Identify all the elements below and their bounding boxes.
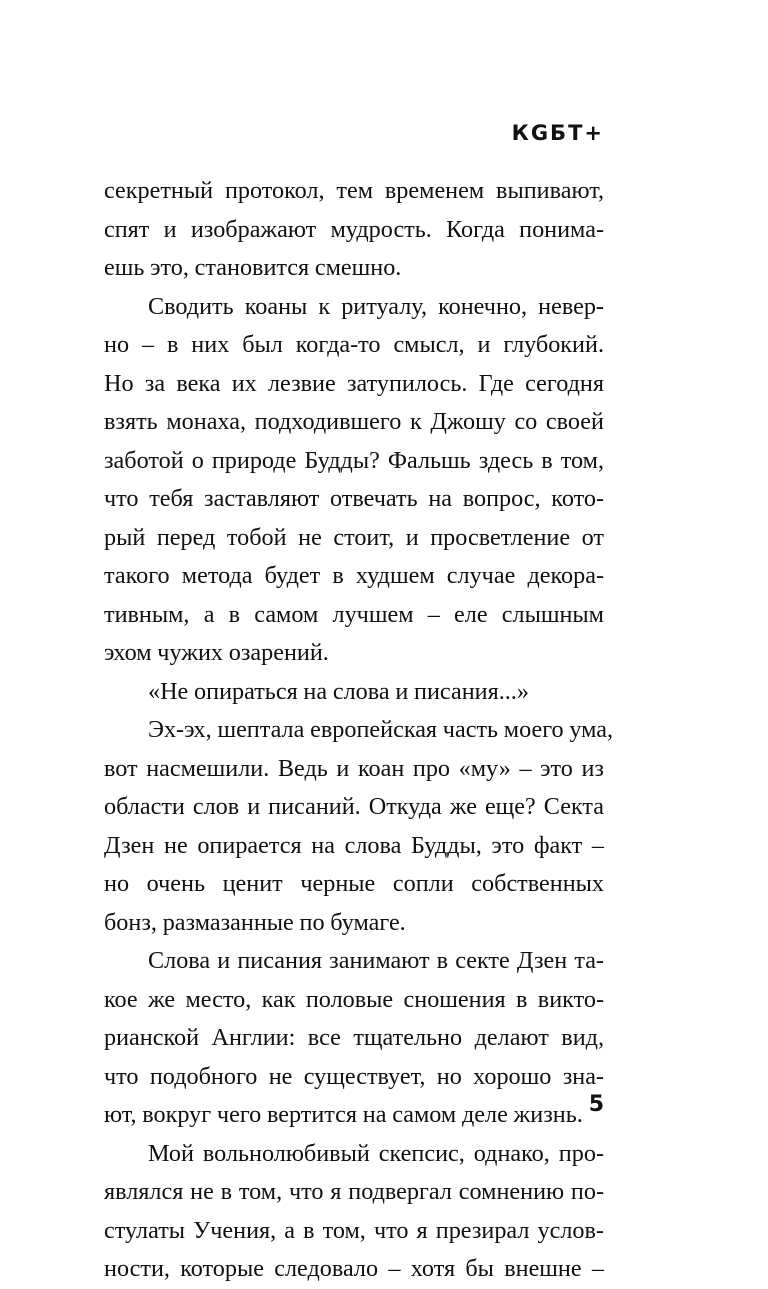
text-line: что подобного не существует, но хорошо зна-: [104, 1062, 604, 1090]
text-line: ности, которые следовало – хотя бы внешне –: [104, 1255, 604, 1282]
text-line: области слов и писаний. Откуда же еще? Секта: [104, 793, 604, 820]
text-line: бонз, размазанные по бумаге.: [104, 908, 406, 936]
body-text: [104, 172, 614, 1289]
text-line: рый перед тобой не стоит, и просветление от: [104, 523, 604, 551]
text-line: Дзен не опирается на слова Будды, это факт –: [104, 831, 604, 859]
page-number: 5: [588, 1092, 604, 1117]
text-line: но – в них был когда-то смысл, и глубокий.: [104, 331, 604, 358]
text-line: Мой вольнолюбивый скепсис, однако, про-: [148, 1139, 604, 1167]
text-line: секретный протокол, тем временем выпивают,: [104, 177, 604, 204]
text-line: Но за века их лезвие затупилось. Где сегодня: [104, 369, 604, 397]
text-line: рианской Англии: все тщательно делают вид,: [104, 1024, 604, 1051]
text-line: спят и изображают мудрость. Когда понима-: [104, 215, 604, 243]
text-line: Эх-эх, шептала европейская часть моего ума,: [148, 716, 614, 743]
text-line: стулаты Учения, а в том, что я презирал услов-: [104, 1216, 604, 1244]
text-line: взять монаха, подходившего к Джошу со своей: [104, 408, 604, 435]
text-line: эхом чужих озарений.: [104, 639, 329, 666]
text-line: заботой о природе Будды? Фальшь здесь в том,: [104, 446, 604, 474]
running-head: КGБT+: [511, 121, 604, 145]
text-line: кое же место, как половые сношения в викто-: [104, 985, 604, 1013]
text-line: Слова и писания занимают в секте Дзен та-: [148, 947, 604, 974]
text-line: вот насмешили. Ведь и коан про «му» – это из: [104, 754, 604, 782]
text-line: тивным, а в самом лучшем – еле слышным: [104, 600, 604, 628]
text-line: «Не опираться на слова и писания...»: [148, 677, 529, 705]
text-line: ешь это, становится смешно.: [104, 254, 402, 281]
text-line: такого метода будет в худшем случае декора-: [104, 562, 604, 589]
text-line: Сводить коаны к ритуалу, конечно, невер-: [148, 292, 604, 320]
text-line: ют, вокруг чего вертится на самом деле жизнь.: [104, 1101, 583, 1128]
text-line: являлся не в том, что я подвергал сомнению по-: [104, 1178, 604, 1205]
text-line: что тебя заставляют отвечать на вопрос, кото-: [104, 485, 604, 512]
text-line: но очень ценит черные сопли собственных: [104, 870, 604, 897]
